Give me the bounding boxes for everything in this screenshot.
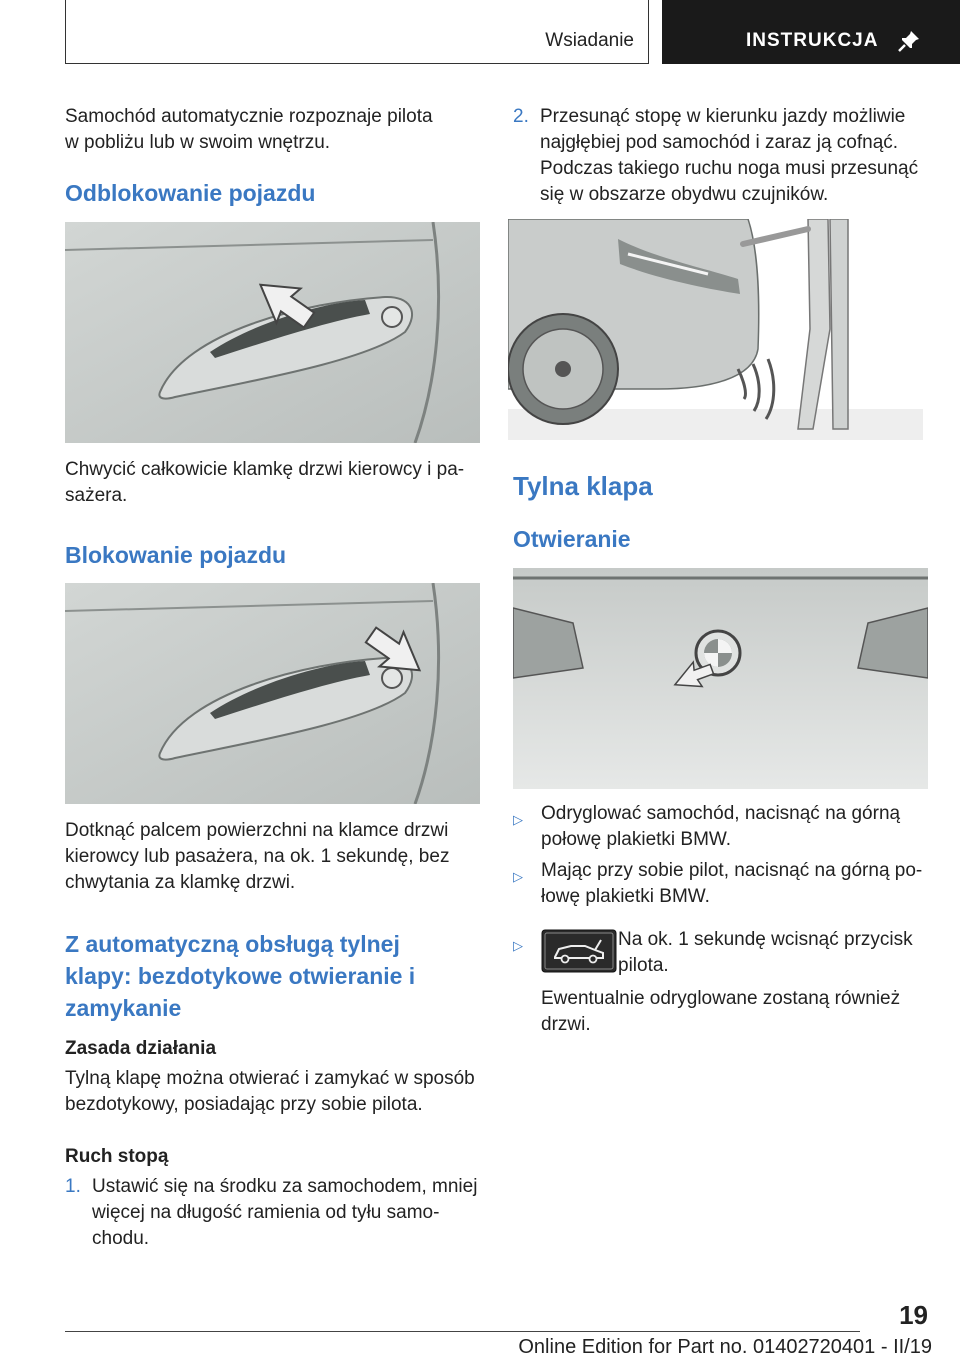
section-title: Wsiadanie xyxy=(545,30,634,51)
header-section-box xyxy=(65,0,649,64)
triangle-bullet-icon: ▷ xyxy=(513,938,523,953)
lock-heading: Blokowanie pojazdu xyxy=(65,542,287,568)
unlock-text: Chwycić całkowicie klamkę drzwi kierowcy i pa- sażera. xyxy=(65,459,465,506)
door-handle-lock-figure xyxy=(65,583,480,804)
tailgate-remote-button-icon xyxy=(541,929,617,973)
page-number: 19 xyxy=(899,1300,928,1330)
foot-sensor-figure xyxy=(508,219,923,440)
header-tab-instrukcja[interactable] xyxy=(662,0,960,64)
auto-tailgate-heading: Z automatyczną obsługą tylnej klapy: bezdotykowe otwieranie i zamykanie xyxy=(65,931,416,1021)
lock-text: Dotknąć palcem powierzchni na klamce drzwi kierowcy lub pasażera, na ok. 1 sekundę, bez chwytania za klamkę drzwi. xyxy=(65,820,450,893)
tailgate-heading: Tylna klapa xyxy=(513,471,653,501)
step-2: 2. Przesunąć stopę w kierunku jazdy możliwie najgłębiej pod samochód i zaraz ją cofnąć. Podczas takiego ruchu noga musi przesunąć się w obszarze obydwu czujników. xyxy=(513,106,919,205)
opening-heading: Otwieranie xyxy=(513,526,631,552)
bmw-badge-figure xyxy=(513,568,928,789)
door-handle-unlock-figure xyxy=(65,222,480,443)
bullet-2: ▷ Mając przy sobie pilot, nacisnąć na górną po- łowę plakietki BMW. xyxy=(513,860,923,907)
triangle-bullet-icon: ▷ xyxy=(513,869,523,884)
principle-heading: Zasada działania xyxy=(65,1038,217,1059)
step-1: 1. Ustawić się na środku za samochodem, mniej więcej na długość ramienia od tyłu samo- chodu. xyxy=(65,1176,478,1249)
intro-paragraph: Samochód automatycznie rozpoznaje pilota w pobliżu lub w swoim wnętrzu. xyxy=(65,106,433,153)
footer-edition: Online Edition for Part no. 01402720401 - II/19 xyxy=(518,1336,932,1358)
foot-movement-heading: Ruch stopą xyxy=(65,1146,169,1167)
bullet-3: ▷ Na ok. 1 sekundę wcisnąć przycisk pilota. xyxy=(513,929,913,976)
step-1-number: 1. xyxy=(65,1176,81,1197)
header-tab-label: INSTRUKCJA xyxy=(746,30,879,51)
unlock-heading: Odblokowanie pojazdu xyxy=(65,180,316,206)
footer-divider xyxy=(65,1331,860,1332)
step-2-number: 2. xyxy=(513,106,529,127)
pin-icon xyxy=(896,28,922,54)
note-text: Ewentualnie odryglowane zostaną również drzwi. xyxy=(541,988,901,1035)
principle-text: Tylną klapę można otwierać i zamykać w sposób bezdotykowy, posiadając przy sobie pilota. xyxy=(65,1068,475,1115)
triangle-bullet-icon: ▷ xyxy=(513,812,523,827)
bullet-1: ▷ Odryglować samochód, nacisnąć na górną połowę plakietki BMW. xyxy=(513,803,901,850)
